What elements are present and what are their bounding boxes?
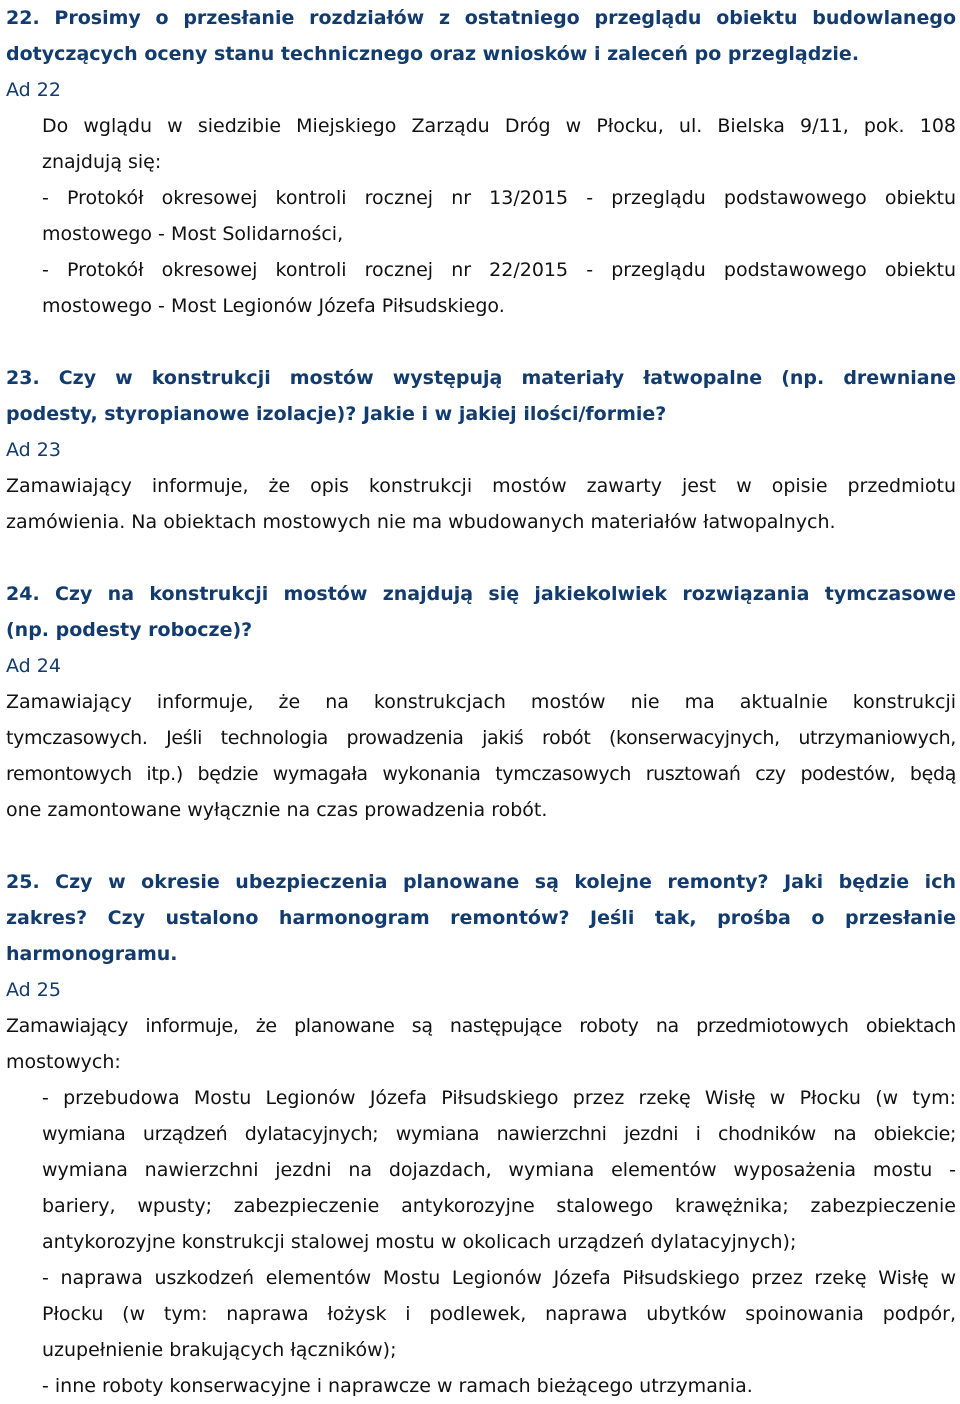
answer-22-line-1: Do wglądu w siedzibie Miejskiego Zarządu Dróg w Płocku, ul. Bielska 9/11, pok. 108 [42,115,956,137]
question-25-line-1: 25. Czy w okresie ubezpieczenia planowane są kolejne remonty? Jaki będzie ich [6,871,956,893]
spacer [6,324,956,360]
question-22 [6,0,956,324]
answer-22-line-4: mostowego - Most Solidarności, [42,223,344,245]
question-24-line-2: (np. podesty robocze)? [6,619,253,641]
answer-23-line-2: zamówienia. Na obiektach mostowych nie ma wbudowanych materiałów łatwopalnych. [6,511,836,533]
answer-24-line-2: tymczasowych. Jeśli technologia prowadzenia jakiś robót (konserwacyjnych, utrzymaniowych, [6,727,956,749]
spacer [6,828,956,864]
answer-24-line-4: one zamontowane wyłącznie na czas prowadzenia robót. [6,799,548,821]
question-24 [6,576,956,828]
list-item-line: wymiana nawierzchni jezdni na dojazdach, wymiana elementów wyposażenia mostu - [42,1159,956,1181]
list-item-line: bariery, wpusty; zabezpieczenie antykorozyjne stalowego krawężnika; zabezpieczenie [42,1195,956,1217]
question-22-line-2: dotyczących oceny stanu technicznego oraz wniosków i zaleceń po przeglądzie. [6,43,860,65]
list-item-line: uzupełnienie brakujących łączników); [42,1339,397,1361]
answer-24-heading: Ad 24 [6,655,61,677]
answer-22-line-3: - Protokół okresowej kontroli rocznej nr 13/2015 - przeglądu podstawowego obiektu [42,187,956,209]
answer-22-line-5: - Protokół okresowej kontroli rocznej nr 22/2015 - przeglądu podstawowego obiektu [42,259,956,281]
answer-24-line-3: remontowych itp.) będzie wymagała wykonania tymczasowych rusztowań czy podestów, będą [6,763,956,785]
answer-22-line-6: mostowego - Most Legionów Józefa Piłsudskiego. [42,295,505,317]
answer-25-heading: Ad 25 [6,979,61,1001]
answer-22-heading: Ad 22 [6,79,61,101]
list-item-line: - przebudowa Mostu Legionów Józefa Piłsudskiego przez rzekę Wisłę w Płocku (w tym: [42,1087,956,1109]
answer-22-line-2: znajdują się: [42,151,162,173]
question-23-line-2: podesty, styropianowe izolacje)? Jakie i w jakiej ilości/formie? [6,403,667,425]
question-23-line-1: 23. Czy w konstrukcji mostów występują materiały łatwopalne (np. drewniane [6,367,956,389]
spacer [6,540,956,576]
question-25 [6,864,956,1404]
question-22-line-1: 22. Prosimy o przesłanie rozdziałów z ostatniego przeglądu obiektu budowlanego [6,7,956,29]
list-item-line: wymiana urządzeń dylatacyjnych; wymiana nawierzchni jezdni i chodników na obiekcie; [42,1123,956,1145]
list-item-line: Płocku (w tym: naprawa łożysk i podlewek, naprawa ubytków spoinowania podpór, [42,1303,956,1325]
answer-23-heading: Ad 23 [6,439,61,461]
question-24-line-1: 24. Czy na konstrukcji mostów znajdują się jakiekolwiek rozwiązania tymczasowe [6,583,956,605]
answer-25-list [6,1080,956,1404]
question-23 [6,360,956,540]
answer-23-line-1: Zamawiający informuje, że opis konstrukcji mostów zawarty jest w opisie przedmiotu [6,475,956,497]
question-25-line-3: harmonogramu. [6,943,178,965]
list-item-line: antykorozyjne konstrukcji stalowej mostu w okolicach urządzeń dylatacyjnych); [42,1231,797,1253]
answer-25-line-2: mostowych: [6,1051,121,1073]
question-25-line-2: zakres? Czy ustalono harmonogram remontów? Jeśli tak, prośba o przesłanie [6,907,956,929]
answer-24-line-1: Zamawiający informuje, że na konstrukcjach mostów nie ma aktualnie konstrukcji [6,691,956,713]
answer-25-line-1: Zamawiający informuje, że planowane są następujące roboty na przedmiotowych obiektach [6,1015,956,1037]
document-page [6,0,956,1404]
answer-22-body [6,108,956,324]
list-item-line: - inne roboty konserwacyjne i naprawcze w ramach bieżącego utrzymania. [42,1375,753,1397]
list-item-line: - naprawa uszkodzeń elementów Mostu Legionów Józefa Piłsudskiego przez rzekę Wisłę w [42,1267,956,1289]
